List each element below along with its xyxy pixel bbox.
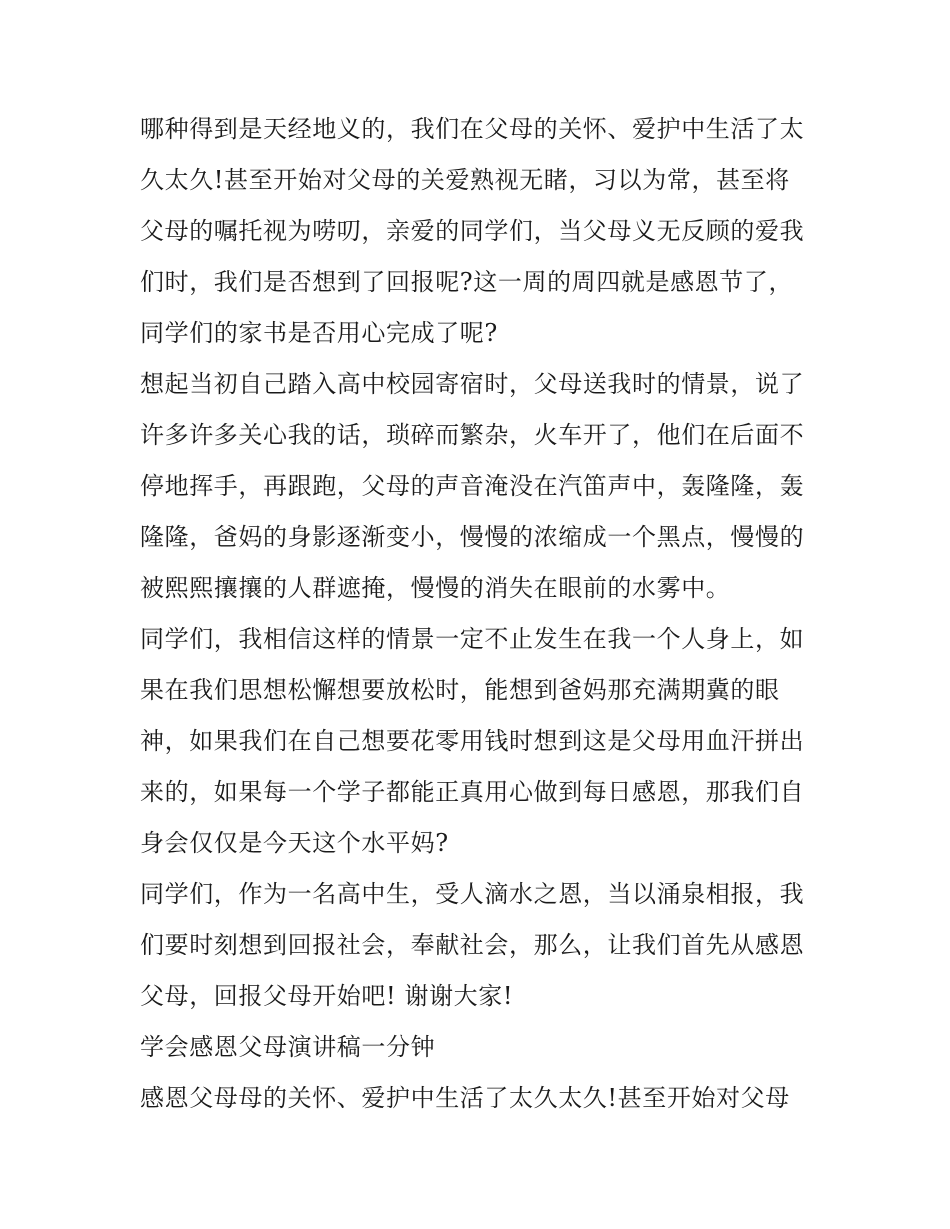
text-line: 被熙熙攘攘的人群遮掩，慢慢的消失在眼前的水雾中。 <box>140 574 731 602</box>
text-line: 们时，我们是否想到了回报呢?这一周的周四就是感恩节了， <box>140 268 794 296</box>
text-line: 同学们的家书是否用心完成了呢? <box>140 319 498 347</box>
text-line: 感恩父母母的关怀、爱护中生活了太久太久!甚至开始对父母 <box>140 1084 790 1112</box>
text-line: 想起当初自己踏入高中校园寄宿时，父母送我时的情景，说了 <box>140 370 805 398</box>
text-line: 身会仅仅是今天这个水平妈? <box>140 829 449 857</box>
text-line: 同学们，作为一名高中生，受人滴水之恩，当以涌泉相报，我 <box>140 880 805 908</box>
text-line: 隆隆，爸妈的身影逐渐变小，慢慢的浓缩成一个黑点，慢慢的 <box>140 523 805 551</box>
text-line: 同学们，我相信这样的情景一定不止发生在我一个人身上，如 <box>140 625 805 653</box>
text-line: 许多许多关心我的话，琐碎而繁杂，火车开了，他们在后面不 <box>140 421 805 449</box>
text-line: 父母的嘱托视为唠叨，亲爱的同学们，当父母义无反顾的爱我 <box>140 217 805 245</box>
text-line: 果在我们思想松懈想要放松时，能想到爸妈那充满期冀的眼 <box>140 676 780 704</box>
text-line: 神，如果我们在自己想要花零用钱时想到这是父母用血汗拼出 <box>140 727 805 755</box>
section-heading: 学会感恩父母演讲稿一分钟 <box>140 1033 436 1061</box>
text-line: 久太久!甚至开始对父母的关爱熟视无睹，习以为常，甚至将 <box>140 166 790 194</box>
text-line: 们要时刻想到回报社会，奉献社会，那么，让我们首先从感恩 <box>140 931 805 959</box>
document-body <box>140 104 820 1124</box>
text-line: 父母，回报父母开始吧! 谢谢大家! <box>140 982 514 1010</box>
text-line: 停地挥手，再跟跑，父母的声音淹没在汽笛声中，轰隆隆，轰 <box>140 472 805 500</box>
text-line: 哪种得到是天经地义的，我们在父母的关怀、爱护中生活了太 <box>140 115 805 143</box>
text-line: 来的，如果每一个学子都能正真用心做到每日感恩，那我们自 <box>140 778 805 806</box>
